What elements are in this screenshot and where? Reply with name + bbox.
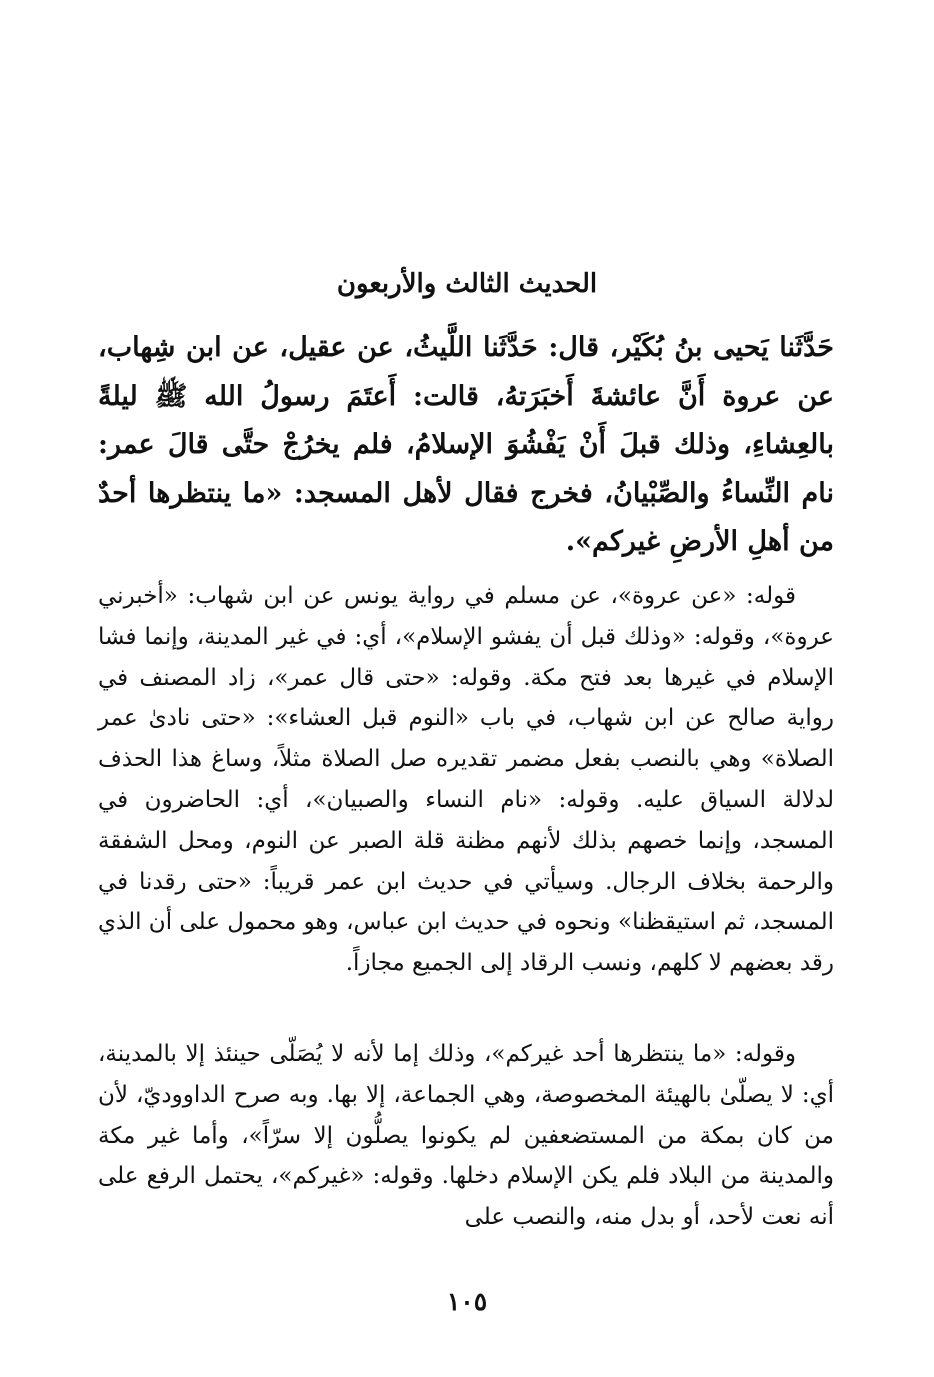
commentary-paragraph-2: وقوله: «ما ينتظرها أحد غيركم»، وذلك إما لأنه لا يُصَلّى حينئذ إلا بالمدينة، أي: لا يصلّىٰ بالهيئة المخصوصة، وهي الجماعة، إلا بها. وبه صرح الداووديّ، لأن من كان بمكة من المستضعفين لم يكونوا يصلُّون إلا سرّاً»، وأما غير مكة والمدينة من البلاد فلم يكن الإسلام دخلها. وقوله: «غيركم»، يحتمل الرفع على أنه نعت لأحد، أو بدل منه، والنصب على bbox=[98, 1041, 834, 1231]
commentary-paragraph-1: قوله: «عن عروة»، عن مسلم في رواية يونس عن ابن شهاب: «أخبرني عروة»، وقوله: «وذلك قبل أن يفشو الإسلام»، أي: في غير المدينة، وإنما فشا الإسلام في غيرها بعد فتح مكة. وقوله: «حتى قال عمر»، زاد المصنف في رواية صالح عن ابن شهاب، في باب «النوم قبل العشاء»: «حتى نادىٰ عمر الصلاة» وهي بالنصب بفعل مضمر تقديره صل الصلاة مثلاً، وساغ هذا الحذف لدلالة السياق عليه. وقوله: «نام النساء والصبيان»، أي: الحاضرون في المسجد، وإنما خصهم بذلك لأنهم مظنة قلة الصبر عن النوم، ومحل الشفقة والرحمة بخلاف الرجال. وسيأتي في حديث ابن عمر قريباً: «حتى رقدنا في المسجد، ثم استيقظنا» ونحوه في حديث ابن عباس، وهو محمول على أن الذي رقد بعضهم لا كلهم، ونسب الرقاد إلى الجميع مجازاً. bbox=[98, 583, 834, 977]
page-number: ١٠٥ bbox=[446, 1287, 488, 1316]
chapter-title: الحديث الثالث والأربعون bbox=[336, 269, 598, 299]
hadith-text: حَدَّثَنا يَحيى بنُ بُكَيْر، قال: حَدَّثَنا اللَّيثُ، عن عقيل، عن ابن شِهاب، عن عروة أَنَّ عائشةَ أَخبَرَتهُ، قالت: أَعتَمَ رسولُ الله ﷺ ليلةً بالعِشاءِ، وذلك قبلَ أَنْ يَفْشُوَ الإسلامُ، فلم يخرُجْ حتَّى قالَ عمر: نام النِّساءُ والصِّبْيانُ، فخرج فقال لأهل المسجد: «ما ينتظرها أحدٌ من أهلِ الأرضِ غيركم». bbox=[98, 332, 834, 557]
